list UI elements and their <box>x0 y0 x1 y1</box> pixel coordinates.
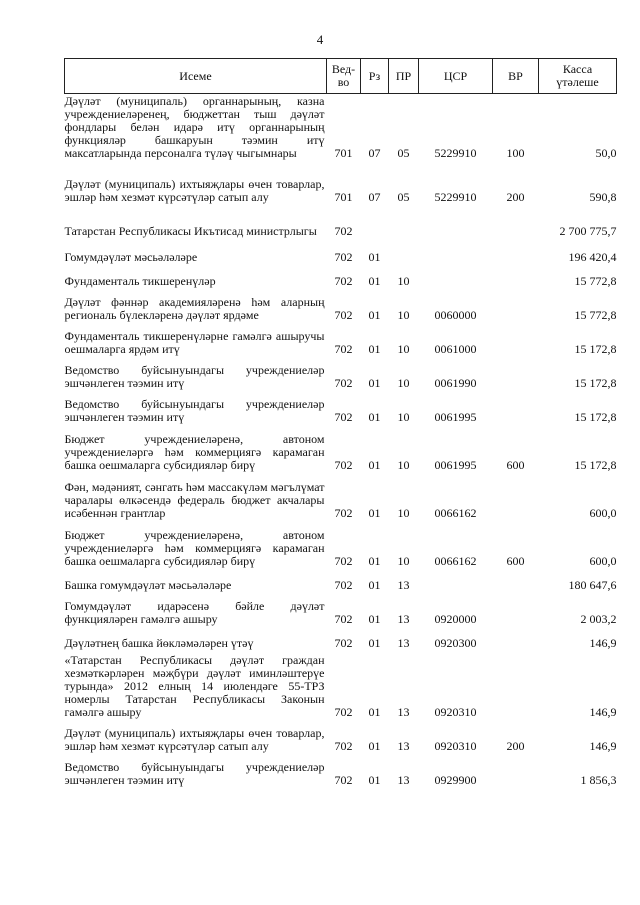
cell-pr: 10 <box>397 375 410 390</box>
cell-vr <box>493 572 539 596</box>
cell-kassa: 590,8 <box>589 189 617 204</box>
cell-rz: 01 <box>368 553 381 568</box>
table-row <box>65 572 617 596</box>
cell-rz: 01 <box>368 611 381 626</box>
cell-vr <box>493 476 539 524</box>
cell-ved: 702 <box>334 635 353 650</box>
cell-csr: 0066162 <box>434 553 477 568</box>
cell-vr <box>493 654 539 723</box>
cell-ved: 702 <box>334 577 353 592</box>
cell-kassa: 146,9 <box>589 704 617 719</box>
cell-kassa: 1 856,3 <box>580 772 617 787</box>
cell-rz: 01 <box>368 635 381 650</box>
cell-ved: 702 <box>334 704 353 719</box>
cell-csr <box>419 242 493 268</box>
cell-vr <box>493 360 539 394</box>
cell-kassa: 600,0 <box>589 553 617 568</box>
cell-vr <box>493 208 539 242</box>
cell-csr: 0061995 <box>434 409 477 424</box>
cell-rz: 01 <box>368 307 381 322</box>
cell-rz: 01 <box>368 249 381 264</box>
cell-pr <box>389 242 419 268</box>
cell-pr: 10 <box>397 505 410 520</box>
cell-name: Дәүләт (муниципаль) ихтыяҗлары өчен товарлар, эшләр һәм хезмәт күрсәтүләр сатып алу <box>64 725 325 753</box>
cell-kassa: 15 172,8 <box>574 409 617 424</box>
cell-ved: 702 <box>334 375 353 390</box>
cell-pr: 13 <box>397 635 410 650</box>
table-row <box>65 654 617 723</box>
cell-kassa: 196 420,4 <box>568 249 617 264</box>
header-vr: ВР <box>493 59 539 94</box>
cell-ved: 702 <box>334 772 353 787</box>
cell-name: Ведомство буйсынуындагы учреждениеләр эшчәнлеген тәэмин итү <box>64 759 325 787</box>
cell-csr: 5229910 <box>434 189 477 204</box>
table-header-row <box>65 59 617 94</box>
cell-ved: 702 <box>334 273 353 288</box>
cell-rz: 01 <box>368 273 381 288</box>
table-row <box>65 394 617 428</box>
cell-vr <box>493 757 539 791</box>
cell-name: Бюджет учреждениеләренә, автоном учреждениеләргә һәм коммерциягә карамаган башка оешмаларга субсидияләр бирү <box>64 527 325 568</box>
cell-pr: 05 <box>397 145 410 160</box>
cell-rz: 01 <box>368 772 381 787</box>
cell-pr: 13 <box>397 611 410 626</box>
table-row <box>65 630 617 654</box>
cell-kassa: 15 772,8 <box>574 307 617 322</box>
cell-name: Татарстан Республикасы Икътисад министрлыгы <box>64 223 317 238</box>
header-kassa: Касса үтәлеше <box>539 59 617 94</box>
cell-csr: 0060000 <box>434 307 477 322</box>
cell-name: Дәүләт (муниципаль) ихтыяҗлары өчен товарлар, эшләр һәм хезмәт күрсәтүләр сатып алу <box>64 176 325 204</box>
cell-pr: 10 <box>397 553 410 568</box>
table-row <box>65 596 617 630</box>
cell-ved: 702 <box>334 738 353 753</box>
table-row <box>65 360 617 394</box>
cell-vr <box>493 292 539 326</box>
cell-rz: 01 <box>368 457 381 472</box>
cell-pr: 10 <box>397 341 410 356</box>
cell-pr: 13 <box>397 577 410 592</box>
cell-rz: 07 <box>368 189 381 204</box>
cell-csr: 0920300 <box>434 635 477 650</box>
cell-ved: 702 <box>334 223 353 238</box>
cell-name: Гомумдәүләт мәсьәләләре <box>64 249 198 264</box>
table-row <box>65 723 617 757</box>
cell-name: Бюджет учреждениеләренә, автоном учреждениеләргә һәм коммерциягә карамаган башка оешмаларга субсидияләр бирү <box>64 431 325 472</box>
cell-csr: 0920310 <box>434 704 477 719</box>
cell-pr <box>389 208 419 242</box>
cell-name: Дәүләтнең башка йөкләмәләрен үтәү <box>64 635 254 650</box>
table-row <box>65 208 617 242</box>
cell-rz: 01 <box>368 704 381 719</box>
cell-pr: 10 <box>397 273 410 288</box>
cell-ved: 702 <box>334 249 353 264</box>
cell-csr: 0061995 <box>434 457 477 472</box>
cell-ved: 702 <box>334 341 353 356</box>
cell-ved: 702 <box>334 611 353 626</box>
table-row <box>65 757 617 791</box>
cell-rz: 01 <box>368 409 381 424</box>
cell-csr: 0920000 <box>434 611 477 626</box>
header-pr: ПР <box>389 59 419 94</box>
cell-vr: 200 <box>506 189 525 204</box>
cell-rz <box>361 208 389 242</box>
cell-kassa: 15 772,8 <box>574 273 617 288</box>
cell-csr <box>419 268 493 292</box>
cell-csr: 0061000 <box>434 341 477 356</box>
cell-pr: 13 <box>397 738 410 753</box>
page-number: 4 <box>316 32 324 47</box>
cell-rz: 01 <box>368 375 381 390</box>
cell-ved: 702 <box>334 409 353 424</box>
cell-vr <box>493 596 539 630</box>
cell-kassa: 2 700 775,7 <box>559 223 617 238</box>
cell-csr: 0066162 <box>434 505 477 520</box>
header-name: Исеме <box>65 59 327 94</box>
cell-name: Ведомство буйсынуындагы учреждениеләр эшчәнлеген тәэмин итү <box>64 396 325 424</box>
table-row <box>65 292 617 326</box>
cell-rz: 01 <box>368 341 381 356</box>
cell-rz: 07 <box>368 145 381 160</box>
cell-vr: 600 <box>506 553 525 568</box>
table-row <box>65 428 617 476</box>
cell-kassa: 15 172,8 <box>574 457 617 472</box>
cell-ved: 702 <box>334 553 353 568</box>
cell-vr <box>493 630 539 654</box>
cell-kassa: 146,9 <box>589 635 617 650</box>
table-row <box>65 94 617 164</box>
cell-name: Гомумдәүләт идарәсенә бәйле дәүләт функцияләрен гамәлгә ашыру <box>64 598 325 626</box>
cell-ved: 701 <box>334 145 353 160</box>
cell-pr: 10 <box>397 409 410 424</box>
cell-csr: 0920310 <box>434 738 477 753</box>
cell-name: Дәүләт (муниципаль) органнарының, казна учреждениеләренең, бюджеттан тыш дәүләт фондлары белән идарә итү органнарының функцияләр башкаруын тәэмин итү максатларында персоналга түләү чыгымнары <box>64 93 325 160</box>
cell-vr <box>493 268 539 292</box>
cell-vr: 600 <box>506 457 525 472</box>
header-csr: ЦСР <box>419 59 493 94</box>
cell-name: «Татарстан Республикасы дәүләт граждан хезмәткәрләрен мәҗбүри дәүләт иминләштерүе турында» 2012 елның 14 июлендәге 55-ТРЗ номерлы Татарстан Республикасы Законын гамәлгә ашыру <box>64 652 325 719</box>
cell-rz: 01 <box>368 738 381 753</box>
cell-ved: 702 <box>334 457 353 472</box>
table-row <box>65 524 617 572</box>
header-rz: Рз <box>361 59 389 94</box>
table-row <box>65 476 617 524</box>
cell-kassa: 146,9 <box>589 738 617 753</box>
cell-pr: 13 <box>397 704 410 719</box>
cell-ved: 701 <box>334 189 353 204</box>
cell-vr: 200 <box>506 738 525 753</box>
cell-name: Башка гомумдәүләт мәсьәләләре <box>64 577 232 592</box>
cell-kassa: 15 172,8 <box>574 375 617 390</box>
cell-csr <box>419 572 493 596</box>
cell-name: Ведомство буйсынуындагы учреждениеләр эшчәнлеген тәэмин итү <box>64 362 325 390</box>
table-row <box>65 164 617 208</box>
cell-rz: 01 <box>368 505 381 520</box>
cell-ved: 702 <box>334 505 353 520</box>
cell-name: Фундаменталь тикшеренүләр <box>64 273 216 288</box>
cell-rz: 01 <box>368 577 381 592</box>
cell-csr: 0929900 <box>434 772 477 787</box>
budget-table <box>64 58 617 791</box>
cell-vr <box>493 242 539 268</box>
cell-csr <box>419 208 493 242</box>
cell-pr: 10 <box>397 307 410 322</box>
cell-vr <box>493 394 539 428</box>
header-ved: Вед-во <box>327 59 361 94</box>
cell-csr: 5229910 <box>434 145 477 160</box>
cell-csr: 0061990 <box>434 375 477 390</box>
cell-name: Фән, мәдәният, сәнгать һәм массакүләм мәгълүмат чаралары өлкәсендә федераль бюджет акчалары исәбеннән грантлар <box>64 479 325 520</box>
cell-pr: 13 <box>397 772 410 787</box>
cell-kassa: 2 003,2 <box>580 611 617 626</box>
cell-ved: 702 <box>334 307 353 322</box>
cell-vr: 100 <box>506 145 525 160</box>
cell-vr <box>493 326 539 360</box>
cell-name: Дәүләт фәннәр академияләренә һәм аларның региональ бүлекләренә дәүләт ярдәме <box>64 294 325 322</box>
table-row <box>65 268 617 292</box>
cell-kassa: 15 172,8 <box>574 341 617 356</box>
cell-pr: 10 <box>397 457 410 472</box>
cell-kassa: 50,0 <box>595 145 617 160</box>
table-row <box>65 242 617 268</box>
cell-name: Фундаменталь тикшеренүләрне гамәлгә ашыручы оешмаларга ярдәм итү <box>64 328 325 356</box>
cell-kassa: 180 647,6 <box>568 577 617 592</box>
cell-kassa: 600,0 <box>589 505 617 520</box>
cell-pr: 05 <box>397 189 410 204</box>
table-row <box>65 326 617 360</box>
